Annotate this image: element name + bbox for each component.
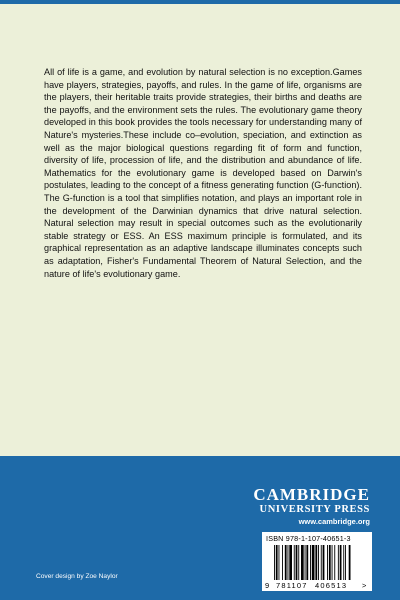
barcode-bar [306, 545, 308, 580]
publisher-subname: UNIVERSITY PRESS [259, 504, 370, 515]
barcode-digit-first: 9 [265, 581, 270, 590]
barcode-bar [345, 545, 346, 580]
cover-design-credit: Cover design by Zoe Naylor [36, 573, 118, 580]
barcode-bar [294, 545, 295, 580]
barcode-bar [349, 545, 351, 580]
publisher-name: CAMBRIDGE [253, 485, 370, 504]
isbn-label: ISBN 978-1-107-40651-3 [266, 534, 351, 543]
barcode-bar [282, 545, 283, 580]
back-cover-blurb: All of life is a game, and evolution by natural selection is no exception.Games have players, strategies, payoffs, and rules. In the game of life, organisms are the players, their heritable traits provide strategies, their births and deaths are the payoffs, and the environment sets the rules. The evolutionary game theory developed in this book provides the tools necessary for understanding many of Nature's mysteries.These include co–evolution, speciation, and extinction as well as the major biological questions regarding fit of form and function, diversity of life, procession of life, and the distribution and abundance of life. Mathematics for the evolutionary game is developed based on Darwin's postulates, leading to the concept of a fitness generating function (G-function). The G-function is a tool that simplifies notation, and plays an important role in the development of the Darwinian dynamics that drive natural selection. Natural selection may result in special outcomes such as the evolutionarily stable strategy or ESS. An ESS maximum principle is formulated, and its graphical representation as an adaptive landscape illuminates concepts such as adaptation, Fisher's Fundamental Theorem of Natural Selection, and the nature of life's evolutionary game. [44, 67, 362, 279]
barcode-bar [323, 545, 325, 580]
barcode-bar [301, 545, 304, 580]
barcode-bar [340, 545, 342, 580]
barcode-bar [315, 545, 317, 580]
barcode-bar [285, 545, 287, 580]
barcode-bar [332, 545, 333, 580]
barcode-bar [338, 545, 339, 580]
barcode-bar [274, 545, 275, 580]
barcode-bar [329, 545, 331, 580]
barcode-bar [312, 545, 315, 580]
barcode-box [262, 532, 372, 591]
barcode-bar [288, 545, 289, 580]
barcode-graphic [262, 532, 372, 591]
barcode-bar [305, 545, 306, 580]
barcode-bar [321, 545, 322, 580]
barcode-bar [343, 545, 344, 580]
barcode-bar [327, 545, 328, 580]
barcode-bar [276, 545, 278, 580]
publisher-panel [0, 456, 400, 600]
barcode-marker: > [362, 581, 367, 590]
barcode-bars [274, 545, 351, 580]
barcode-bar [318, 545, 319, 580]
top-color-strip [0, 0, 400, 4]
barcode-bar [296, 545, 298, 580]
publisher-website: www.cambridge.org [298, 517, 370, 526]
barcode-bar [279, 545, 280, 580]
barcode-digits-left: 781107 [276, 581, 308, 590]
barcode-bar [310, 545, 311, 580]
barcode-bar [334, 545, 335, 580]
barcode-bar [298, 545, 299, 580]
publisher-block [253, 486, 370, 527]
barcode-bar [289, 545, 292, 580]
barcode-digits-right: 406513 [315, 581, 348, 590]
